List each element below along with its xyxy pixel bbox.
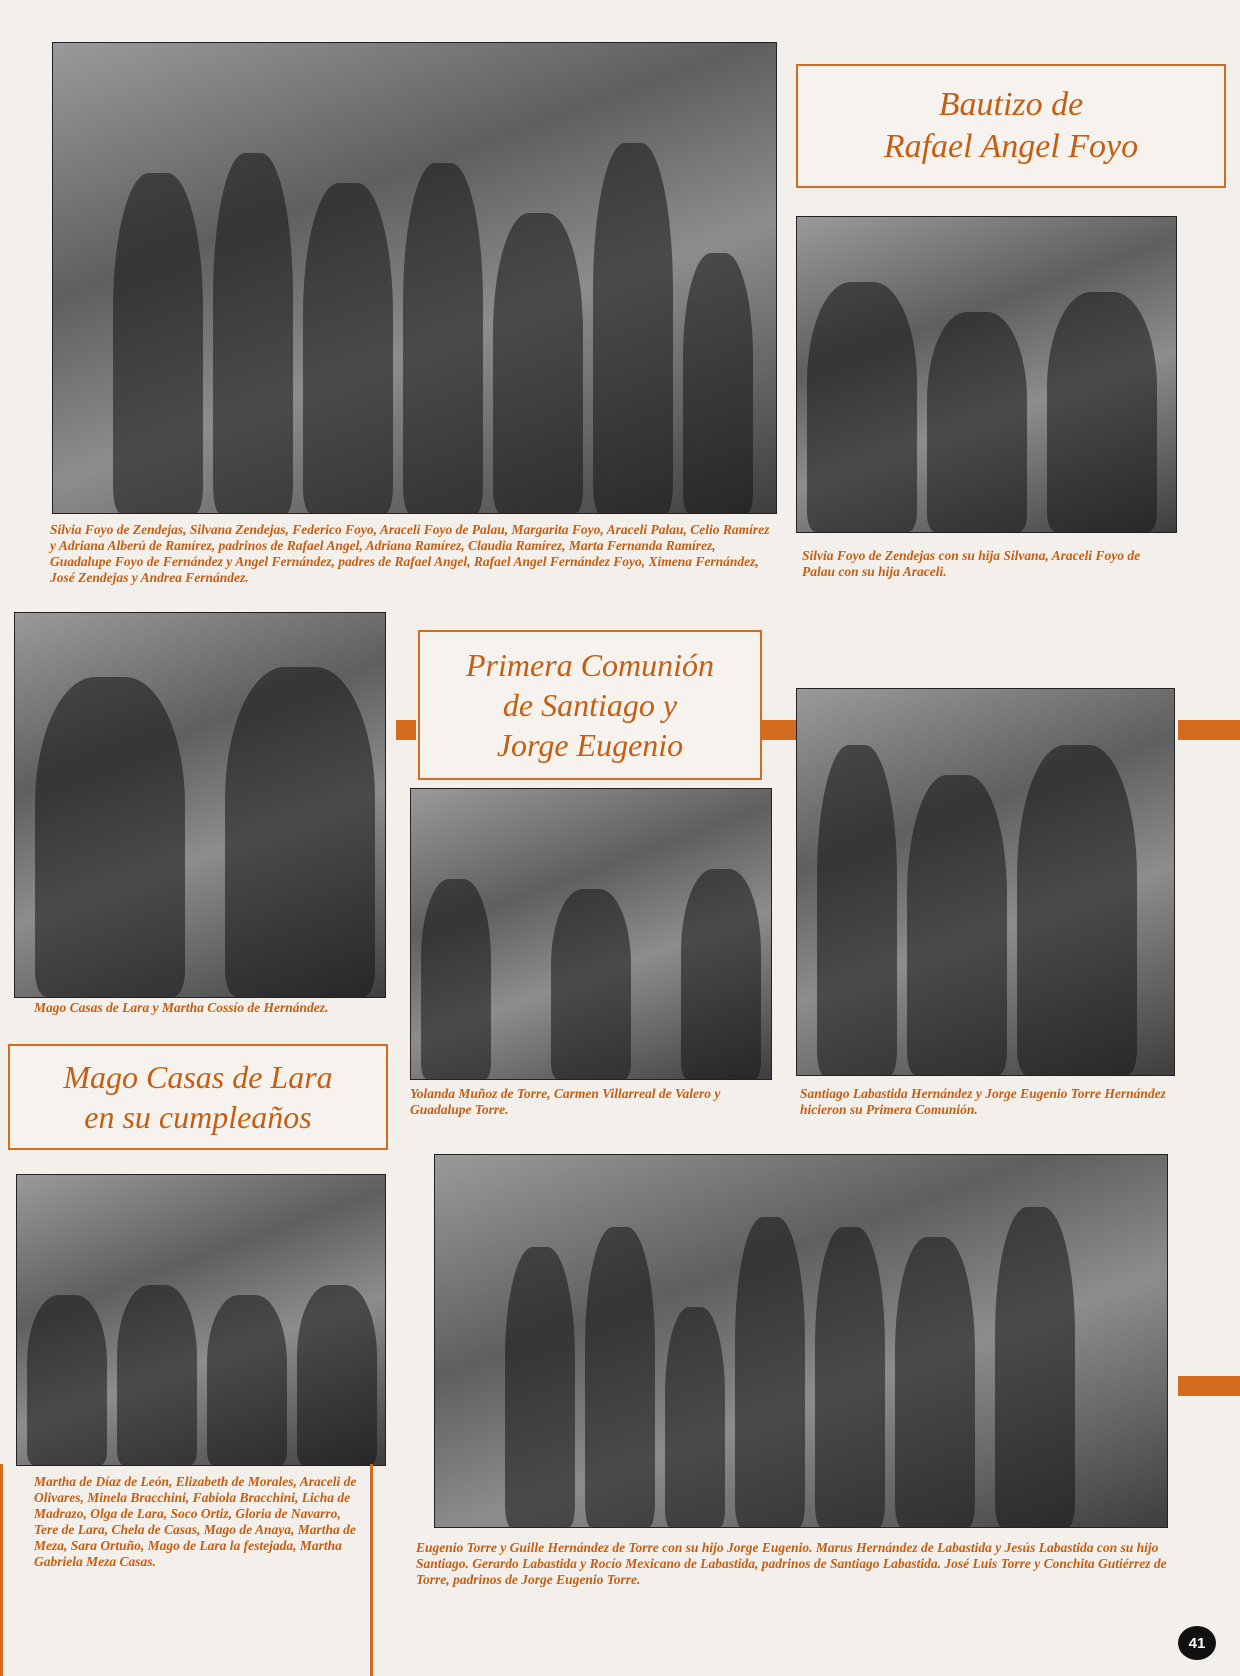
cumpleanos-group-caption: Martha de Díaz de León, Elizabeth de Morales, Araceli de Olivares, Minela Bracchini, Fabiola Bracchini, Licha de Madrazo, Olga de Lara, Soco Ortiz, Gloria de Navarro, Tere de Lara, Chela de Casas, Mago de Anaya, Martha de Meza, Sara Ortuño, Mago de Lara la festejada, Martha Gabriela Meza Casas.	[34, 1474, 357, 1569]
comunion-rule-left	[396, 720, 416, 740]
cumpleanos-title	[8, 1044, 388, 1150]
page-number: 41	[1178, 1626, 1216, 1660]
bautizo-title-text: Bautizo de Rafael Angel Foyo	[883, 86, 1139, 165]
bautizo-group-caption: Silvia Foyo de Zendejas, Silvana Zendejas, Federico Foyo, Araceli Foyo de Palau, Margarita Foyo, Araceli Palau, Celio Ramírez y Adriana Alberú de Ramírez, padrinos de Rafael Angel, Adriana Ramírez, Claudia Ramírez, Marta Fernanda Ramírez, Guadalupe Foyo de Fernández y Angel Fernández, padres de Rafael Angel, Rafael Angel Fernández Foyo, Ximena Fernández, José Zendejas y Andrea Fernández.	[50, 522, 770, 585]
cumpleanos-title-text: Mago Casas de Lara en su cumpleaños	[63, 1059, 333, 1135]
comunion-boys-photo	[796, 688, 1175, 1076]
comunion-boys-caption: Santiago Labastida Hernández y Jorge Eugenio Torre Hernández hicieron su Primera Comunión.	[800, 1086, 1166, 1117]
cumpleanos-rule-left	[0, 1464, 3, 1676]
comunion-table-photo	[410, 788, 772, 1080]
cumpleanos-group-photo	[16, 1174, 386, 1466]
comunion-title-text: Primera Comunión de Santiago y Jorge Eugenio	[466, 647, 714, 763]
comunion-rule-right	[760, 720, 796, 740]
bautizo-detail-caption: Silvia Foyo de Zendejas con su hija Silvana, Araceli Foyo de Palau con su hija Araceli.	[802, 548, 1141, 579]
right-margin-rule-1	[1178, 720, 1240, 740]
comunion-family-caption: Eugenio Torre y Guille Hernández de Torre con su hijo Jorge Eugenio. Marus Hernández de Labastida y Jesús Labastida con su hijo Santiago. Gerardo Labastida y Rocío Mexicano de Labastida, padrinos de Santiago Labastida. José Luis Torre y Conchita Gutiérrez de Torre, padrinos de Jorge Eugenio Torre.	[416, 1540, 1167, 1587]
comunion-family-photo	[434, 1154, 1168, 1528]
bautizo-detail-photo	[796, 216, 1177, 533]
right-margin-rule-2	[1178, 1376, 1240, 1396]
comunion-title	[418, 630, 762, 780]
comunion-table-caption: Yolanda Muñoz de Torre, Carmen Villarreal de Valero y Guadalupe Torre.	[410, 1086, 721, 1117]
cumpleanos-portrait-caption: Mago Casas de Lara y Martha Cossío de Hernández.	[34, 1000, 329, 1015]
cumpleanos-rule-right	[370, 1464, 373, 1676]
cumpleanos-portrait-photo	[14, 612, 386, 998]
bautizo-title	[796, 64, 1226, 188]
bautizo-group-photo	[52, 42, 777, 514]
